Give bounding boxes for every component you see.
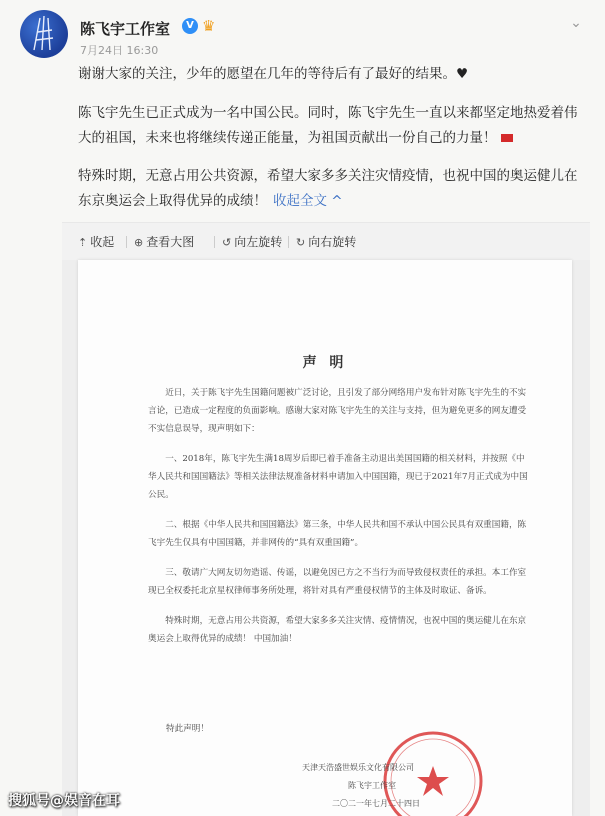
china-flag-icon (501, 134, 513, 142)
post-paragraph-text: 特殊时期，无意占用公共资源，希望大家多多关注灾情疫情，也祝中国的奥运健儿在东京奥运会上取得优异的成绩！ (78, 168, 578, 209)
divider (214, 236, 215, 248)
post-paragraph (78, 164, 588, 214)
post-timestamp[interactable]: 7月24日 16:30 (80, 44, 159, 57)
divider (288, 236, 289, 248)
rotate-right-button[interactable] (296, 233, 356, 250)
avatar-sketch-icon (20, 10, 68, 58)
chevron-down-icon[interactable]: ⌄ (570, 15, 582, 31)
rotate-right-label: 向右旋转 (308, 235, 357, 249)
statement-paragraph: 三、敬请广大网友切勿造谣、传谣，以避免因已方之不当行为而导致侵权责任的承担。本工作室现已全权委托北京星权律师事务所处理，将针对具有严重侵权情节的主体及时取证、备诉。 (148, 568, 527, 596)
signature-date: 二〇二一年七月二十四日 (332, 799, 420, 808)
post-content (78, 62, 588, 228)
collapse-text-link[interactable]: 收起全文 ^ (273, 193, 343, 209)
statement-image[interactable] (78, 260, 572, 816)
rotate-left-button[interactable] (222, 233, 282, 250)
view-large-button[interactable] (134, 233, 194, 250)
author-name[interactable]: 陈飞宇工作室 (80, 20, 171, 38)
expanded-image-area (62, 260, 590, 816)
collapse-image-button[interactable] (78, 233, 114, 250)
statement-closing: 特此声明！ (166, 724, 209, 734)
statement-body (148, 384, 528, 666)
collapse-up-icon: ⇡ (78, 236, 88, 249)
post-header (20, 10, 590, 60)
statement-paragraph: 二、根据《中华人民共和国国籍法》第三条，中华人民共和国不承认中国公民具有双重国籍，陈飞宇先生仅具有中国国籍，并非网传的“具有双重国籍”。 (148, 520, 527, 548)
statement-paragraph: 特殊时期，无意占用公共资源，希望大家多多关注灾情、疫情情况，也祝中国的奥运健儿在东京奥运会上取得优异的成绩！ 中国加油！ (148, 616, 527, 644)
post-paragraph (78, 101, 588, 151)
statement-title: 声 明 (302, 355, 348, 371)
post-paragraph: 谢谢大家的关注，少年的愿望在几年的等待后有了最好的结果。♥ (78, 66, 469, 82)
statement-paragraph: 一、2018年，陈飞宇先生满18周岁后即已着手准备主动退出美国国籍的相关材料，并按照《中华人民共和国国籍法》等相关法律法规准备材料申请加入中国国籍，现已于2021年7月正式成为中国公民。 (148, 454, 528, 500)
avatar[interactable] (20, 10, 68, 58)
post-paragraph-text: 陈飞宇先生已正式成为一名中国公民。同时，陈飞宇先生一直以来都坚定地热爱着伟大的祖国，未来也将继续传递正能量，为祖国贡献出一份自己的力量！ (78, 105, 578, 146)
view-large-label: 查看大图 (146, 235, 195, 249)
collapse-image-label: 收起 (90, 235, 115, 249)
signature-company: 天津天浩盛世娱乐文化有限公司 (302, 763, 414, 772)
rotate-left-icon: ↺ (222, 236, 232, 249)
statement-paragraph: 近日，关于陈飞宇先生国籍问题被广泛讨论，且引发了部分网络用户发布针对陈飞宇先生的不实言论，已造成一定程度的负面影响。感谢大家对陈飞宇先生的关注与支持，但为避免更多的网友遭受不实信息误导，现声明如下： (148, 388, 527, 434)
divider (126, 236, 127, 248)
signature-studio: 陈飞宇工作室 (348, 781, 396, 790)
verified-badge-icon: V (182, 18, 198, 34)
rotate-right-icon: ↻ (296, 236, 306, 249)
magnifier-icon: ⊕ (134, 236, 144, 249)
source-watermark: 搜狐号@娱音在耳 (8, 793, 120, 809)
image-toolbar (62, 222, 590, 260)
crown-icon: ♛ (202, 17, 216, 35)
rotate-left-label: 向左旋转 (234, 235, 283, 249)
